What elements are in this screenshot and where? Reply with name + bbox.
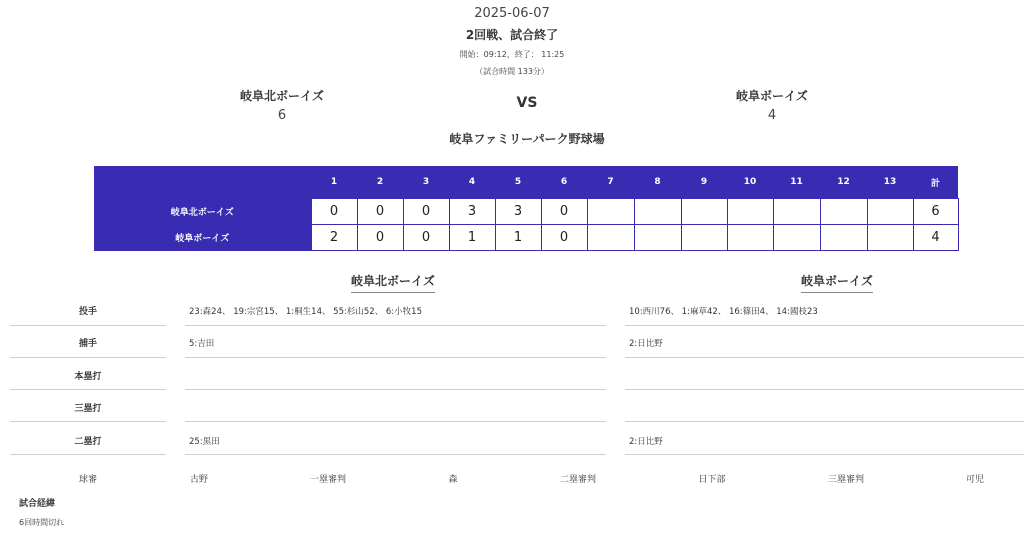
row-divider	[625, 454, 1024, 455]
inning-header: 4	[449, 166, 495, 199]
second-base-umpire-name: 日下部	[698, 475, 726, 485]
scoreboard-header-row	[94, 166, 958, 199]
left-catcher: 5:吉田	[189, 339, 215, 349]
left-pitchers: 23:森24、 19:宗宮15、 1:桐生14、 55:杉山52、 6:小牧15	[189, 307, 422, 317]
home-team-score: 6	[277, 108, 287, 123]
inning-score: 0	[357, 225, 403, 251]
inning-score	[587, 199, 634, 225]
row-divider	[625, 325, 1024, 326]
row-divider	[185, 357, 606, 358]
inning-header: 5	[495, 166, 541, 199]
third-base-umpire-label: 三塁審判	[827, 475, 864, 485]
inning-score: 0	[541, 225, 587, 251]
inning-score	[634, 225, 681, 251]
first-base-umpire-label: 一塁審判	[309, 475, 346, 485]
scoreboard-table	[94, 166, 959, 251]
total-header: 計	[913, 166, 958, 199]
row-divider	[625, 357, 1024, 358]
row-divider	[185, 389, 606, 390]
third-base-umpire-name: 可児	[965, 475, 984, 485]
row-divider	[625, 389, 1024, 390]
inning-score: 2	[311, 225, 357, 251]
inning-score: 3	[495, 199, 541, 225]
row-label-pitcher: 投手	[78, 307, 97, 317]
venue-name: 岐阜ファミリーパーク野球場	[449, 132, 605, 146]
inning-score: 0	[357, 199, 403, 225]
inning-header: 11	[773, 166, 820, 199]
row-divider	[185, 421, 606, 422]
total-score: 4	[913, 225, 958, 251]
left-team-section-title: 岐阜北ボーイズ	[351, 272, 435, 293]
row-divider	[10, 357, 166, 358]
inning-score	[727, 199, 773, 225]
row-divider	[10, 325, 166, 326]
vs-label: VS	[516, 95, 538, 111]
total-score: 6	[913, 199, 958, 225]
right-pitchers: 10:西川76、 1:麻草42、 16:篠田4、 14:國枝23	[629, 307, 818, 317]
inning-score	[681, 225, 727, 251]
inning-header: 13	[867, 166, 913, 199]
inning-header: 7	[587, 166, 634, 199]
inning-score: 0	[541, 199, 587, 225]
row-divider	[10, 421, 166, 422]
row-label-triple: 三塁打	[74, 404, 102, 414]
game-times: 開始：09:12、終了： 11:25	[459, 50, 565, 59]
scoreboard-corner	[94, 166, 311, 199]
inning-header: 9	[681, 166, 727, 199]
inning-header: 1	[311, 166, 357, 199]
inning-score: 0	[403, 199, 449, 225]
scoreboard-row-away	[94, 225, 958, 251]
first-base-umpire-name: 森	[448, 475, 458, 485]
away-team-name: 岐阜ボーイズ	[736, 89, 808, 103]
right-doubles: 2:日比野	[629, 437, 663, 447]
away-team-score: 4	[767, 108, 777, 123]
inning-score: 3	[449, 199, 495, 225]
row-divider	[10, 454, 166, 455]
inning-score	[820, 199, 867, 225]
inning-score	[820, 225, 867, 251]
inning-header: 2	[357, 166, 403, 199]
inning-score	[867, 199, 913, 225]
inning-header: 6	[541, 166, 587, 199]
right-team-section-title: 岐阜ボーイズ	[801, 272, 873, 293]
inning-header: 12	[820, 166, 867, 199]
game-progress-label: 試合経緯	[19, 499, 56, 509]
inning-score: 0	[311, 199, 357, 225]
game-duration: （試合時間 133分）	[475, 67, 549, 76]
inning-score	[727, 225, 773, 251]
scoreboard-team-name: 岐阜ボーイズ	[94, 225, 311, 251]
inning-score	[867, 225, 913, 251]
second-base-umpire-label: 二塁審判	[559, 475, 596, 485]
right-catcher: 2:日比野	[629, 339, 663, 349]
scoreboard-row-home	[94, 199, 958, 225]
inning-score: 0	[403, 225, 449, 251]
game-progress-text: 6回時間切れ	[19, 518, 65, 527]
game-date: 2025-06-07	[474, 6, 550, 21]
row-divider	[625, 421, 1024, 422]
plate-umpire-label: 球審	[78, 475, 97, 485]
row-label-double: 二塁打	[74, 437, 102, 447]
row-divider	[10, 389, 166, 390]
row-divider	[185, 325, 606, 326]
inning-score: 1	[495, 225, 541, 251]
inning-header: 10	[727, 166, 773, 199]
plate-umpire-name: 古野	[189, 475, 208, 485]
inning-score	[634, 199, 681, 225]
inning-header: 8	[634, 166, 681, 199]
inning-score	[587, 225, 634, 251]
scoreboard-team-name: 岐阜北ボーイズ	[94, 199, 311, 225]
row-label-catcher: 捕手	[78, 339, 97, 349]
inning-score	[681, 199, 727, 225]
inning-score: 1	[449, 225, 495, 251]
row-label-homerun: 本塁打	[74, 372, 102, 382]
inning-header: 3	[403, 166, 449, 199]
inning-score	[773, 199, 820, 225]
home-team-name: 岐阜北ボーイズ	[240, 89, 324, 103]
row-divider	[185, 454, 606, 455]
inning-score	[773, 225, 820, 251]
game-status: 2回戦、試合終了	[465, 28, 559, 42]
left-doubles: 25:黒田	[189, 437, 220, 447]
